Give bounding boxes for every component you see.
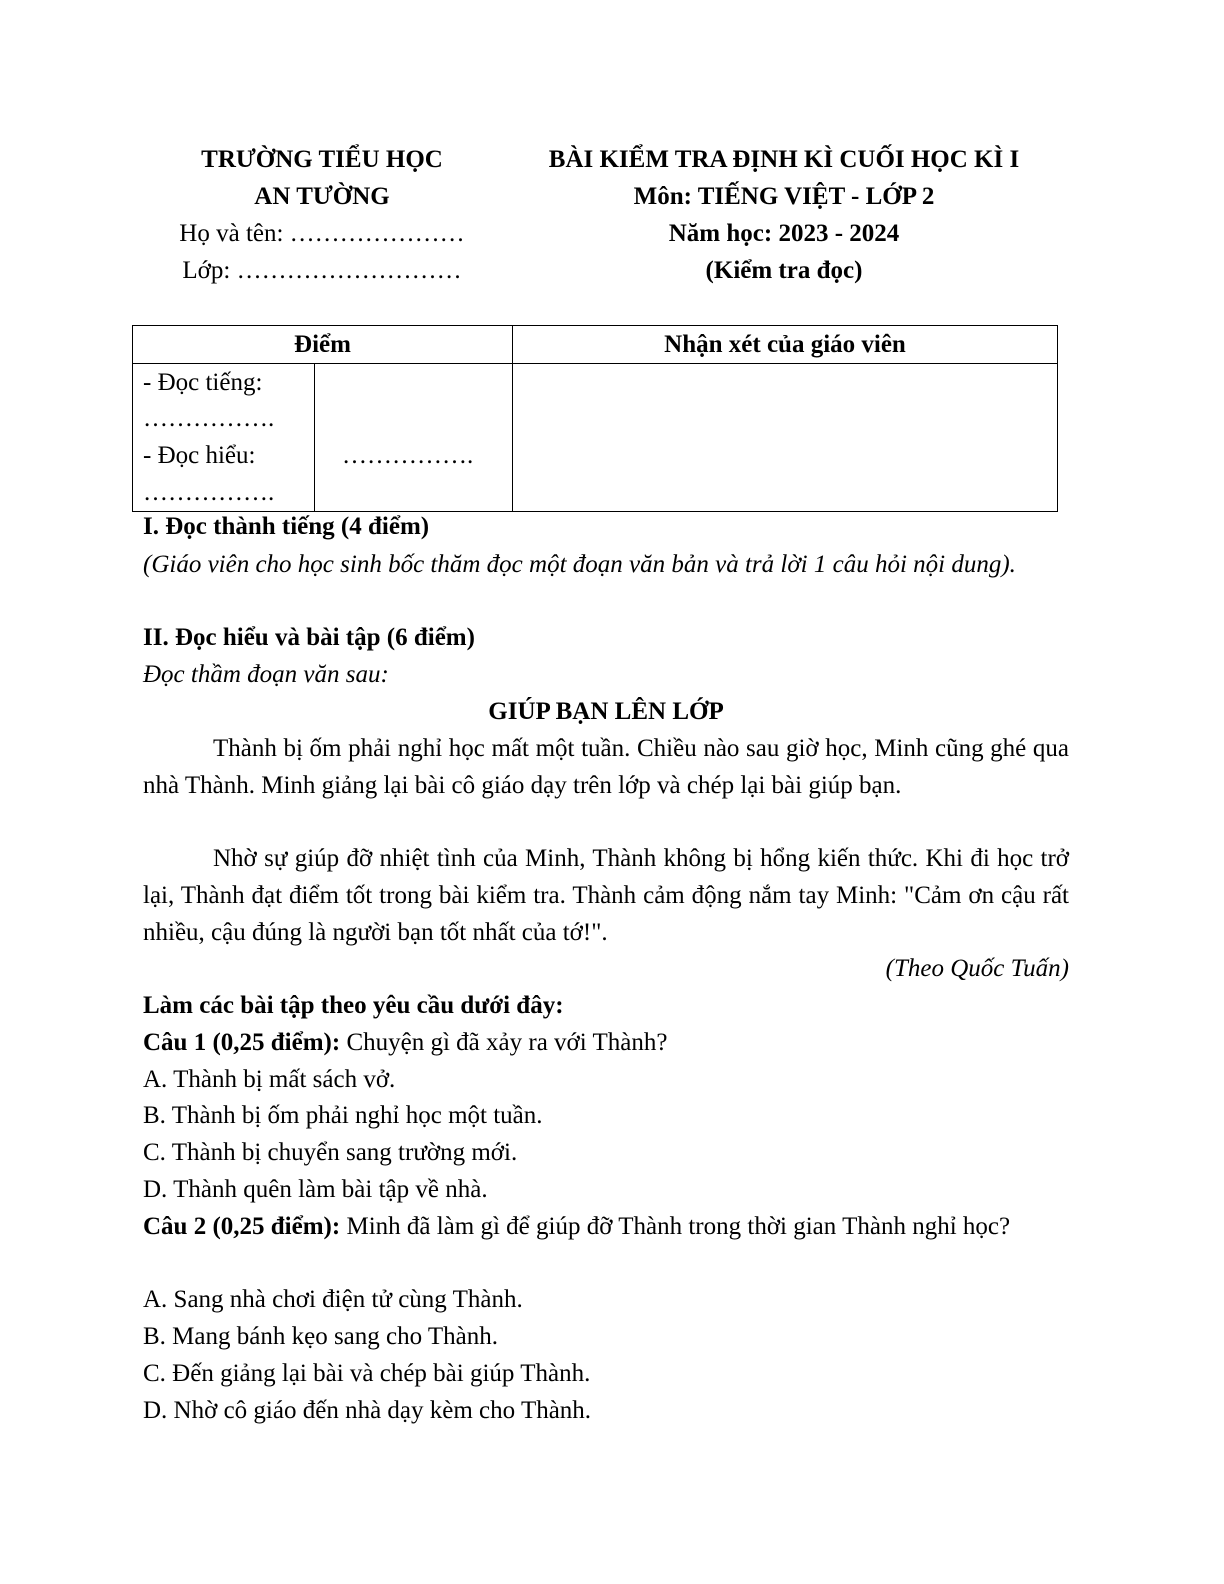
student-class-field: Lớp: ………………………	[182, 257, 462, 284]
comment-column-header: Nhận xét của giáo viên	[513, 326, 1058, 364]
question-2-option-b[interactable]: B. Mang bánh kẹo sang cho Thành.	[143, 1323, 499, 1350]
question-2	[143, 1208, 1053, 1245]
question-2-option-a[interactable]: A. Sang nhà chơi điện tử cùng Thành.	[143, 1286, 523, 1313]
question-1-text: Chuyện gì đã xảy ra với Thành?	[340, 1029, 668, 1056]
student-name-field: Họ và tên: …………………	[179, 220, 465, 247]
reading-aloud-label: - Đọc tiếng:	[143, 369, 263, 396]
school-name-line2: AN TƯỜNG	[254, 183, 390, 210]
section1-instruction: (Giáo viên cho học sinh bốc thăm đọc một đoạn văn bản và trả lời 1 câu hỏi nội dung).	[143, 551, 1016, 578]
question-1-option-c[interactable]: C. Thành bị chuyển sang trường mới.	[143, 1139, 518, 1166]
section2-title: II. Đọc hiểu và bài tập (6 điểm)	[143, 624, 475, 651]
question-1-option-d[interactable]: D. Thành quên làm bài tập về nhà.	[143, 1176, 488, 1203]
score-column-header: Điểm	[133, 326, 513, 364]
story-paragraph-2: Nhờ sự giúp đỡ nhiệt tình của Minh, Thành không bị hổng kiến thức. Khi đi học trở lại, Thành đạt điểm tốt trong bài kiểm tra. Thành cảm động nắm tay Minh: "Cảm ơn cậu rất nhiều, cậu đúng là người bạn tốt nhất của tớ!".	[143, 845, 1069, 946]
total-score-blank[interactable]: …………….	[342, 442, 474, 469]
question-2-label: Câu 2 (0,25 điểm):	[143, 1213, 341, 1240]
question-2-option-c[interactable]: C. Đến giảng lại bài và chép bài giúp Thành.	[143, 1360, 591, 1387]
section1-title: I. Đọc thành tiếng (4 điểm)	[143, 513, 430, 540]
question-1-option-b[interactable]: B. Thành bị ốm phải nghỉ học một tuần.	[143, 1102, 543, 1129]
reading-comp-score-blank[interactable]: …………….	[143, 479, 275, 506]
exam-subject: Môn: TIẾNG VIỆT - LỚP 2	[633, 183, 935, 210]
question-2-text: Minh đã làm gì để giúp đỡ Thành trong thời gian Thành nghỉ học?	[340, 1213, 1011, 1240]
task-heading: Làm các bài tập theo yêu cầu dưới đây:	[143, 992, 564, 1019]
question-1-label: Câu 1 (0,25 điểm):	[143, 1029, 341, 1056]
story-source: (Theo Quốc Tuấn)	[885, 955, 1069, 982]
exam-title: BÀI KIỂM TRA ĐỊNH KÌ CUỐI HỌC KÌ I	[548, 146, 1020, 173]
story-paragraph-1: Thành bị ốm phải nghỉ học mất một tuần. Chiều nào sau giờ học, Minh cũng ghé qua nhà Thành. Minh giảng lại bài cô giáo dạy trên lớp và chép lại bài giúp bạn.	[143, 735, 1069, 799]
reading-aloud-score-blank[interactable]: …………….	[143, 405, 275, 432]
exam-type: (Kiểm tra đọc)	[705, 257, 863, 284]
question-1	[143, 1024, 1069, 1061]
school-name-line1: TRƯỜNG TIỂU HỌC	[201, 146, 443, 173]
teacher-comment-cell[interactable]	[513, 364, 1058, 512]
section2-instruction: Đọc thầm đoạn văn sau:	[143, 661, 389, 688]
question-2-option-d[interactable]: D. Nhờ cô giáo đến nhà dạy kèm cho Thành.	[143, 1397, 592, 1424]
story-title: GIÚP BẠN LÊN LỚP	[488, 698, 724, 725]
reading-comp-label: - Đọc hiểu:	[143, 442, 256, 469]
score-table	[132, 325, 1058, 512]
school-year: Năm học: 2023 - 2024	[668, 220, 900, 247]
score-breakdown-cell	[133, 364, 315, 512]
total-score-cell	[315, 364, 513, 512]
question-1-option-a[interactable]: A. Thành bị mất sách vở.	[143, 1066, 396, 1093]
